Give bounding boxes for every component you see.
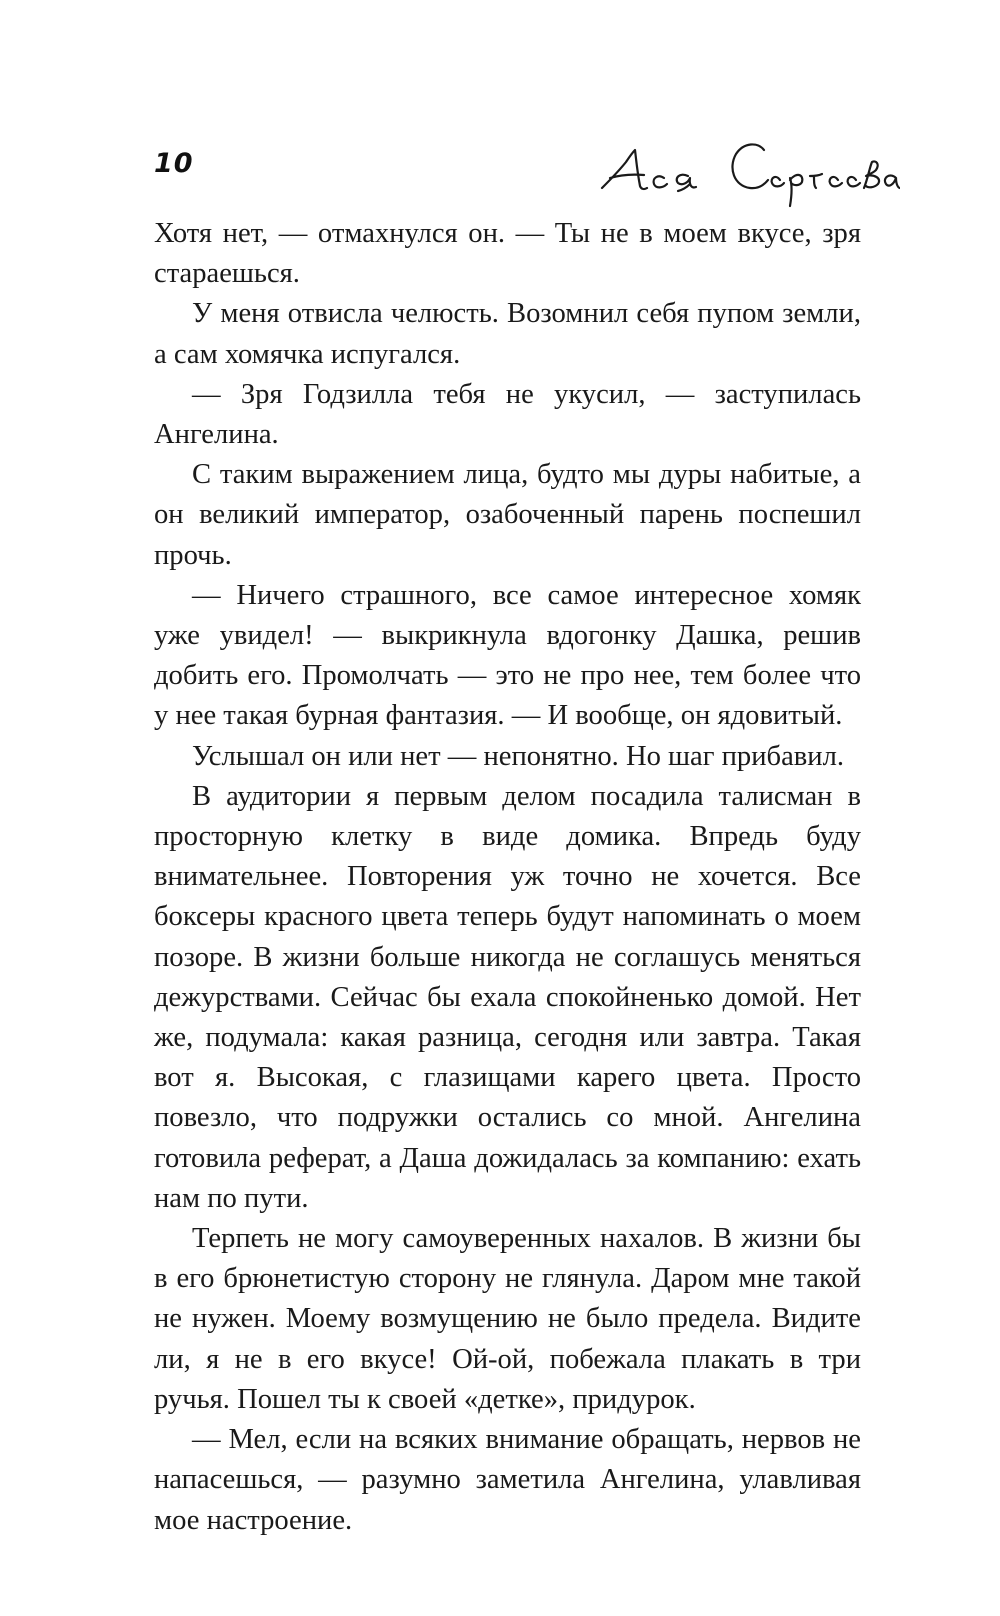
paragraph: — Мел, если на всяких внимание обращать, нервов не напасешься, — разумно заметила Ангелина, улавливая мое настроение. <box>154 1424 861 1536</box>
author-signature-script <box>600 128 900 208</box>
paragraph: С таким выражением лица, будто мы дуры набитые, а он великий император, озабоченный парень поспешил прочь. <box>154 459 861 571</box>
paragraph: В аудитории я первым делом посадила талисман в просторную клетку в виде домика. Впредь буду внимательнее. Повторения уж точно не хочется. Все боксеры красного цвета теперь будут напоминать о моем позоре. В жизни больше никогда не соглашусь меняться дежурствами. Сейчас бы ехала спокойненько домой. Нет же, подумала: какая разница, сегодня или завтра. Такая вот я. Высокая, с глазищами карего цвета. Просто повезло, что подружки остались со мной. Ангелина готовила реферат, а Даша дожидалась за компанию: ехать нам по пути. <box>154 780 861 1214</box>
paragraph: Услышал он или нет — непонятно. Но шаг прибавил. <box>192 740 844 772</box>
body-text <box>154 214 861 1541</box>
paragraph: — Зря Годзилла тебя не укусил, — заступилась Ангелина. <box>154 378 861 451</box>
paragraph: У меня отвисла челюсть. Возомнил себя пупом земли, а сам хомячка испугался. <box>154 298 861 370</box>
author-signature <box>600 128 900 208</box>
paragraph: — Ничего страшного, все самое интересное хомяк уже увидел! — выкрикнула вдогонку Дашка, решив добить его. Промолчать — это не про нее, тем более что у нее такая бурная фантазия. — И вообще, он ядовитый. <box>154 579 861 732</box>
paragraph: Хотя нет, — отмахнулся он. — Ты не в моем вкусе, зря стараешься. <box>154 218 861 290</box>
page-number: 10 <box>154 148 194 179</box>
paragraph: Терпеть не могу самоуверенных нахалов. В жизни бы в его брюнетистую сторону не глянула. Даром мне такой не нужен. Моему возмущению не было предела. Видите ли, я не в его вкусе! Ой-ой, побежала плакать в три ручья. Пошел ты к своей «детке», придурок. <box>154 1223 861 1415</box>
